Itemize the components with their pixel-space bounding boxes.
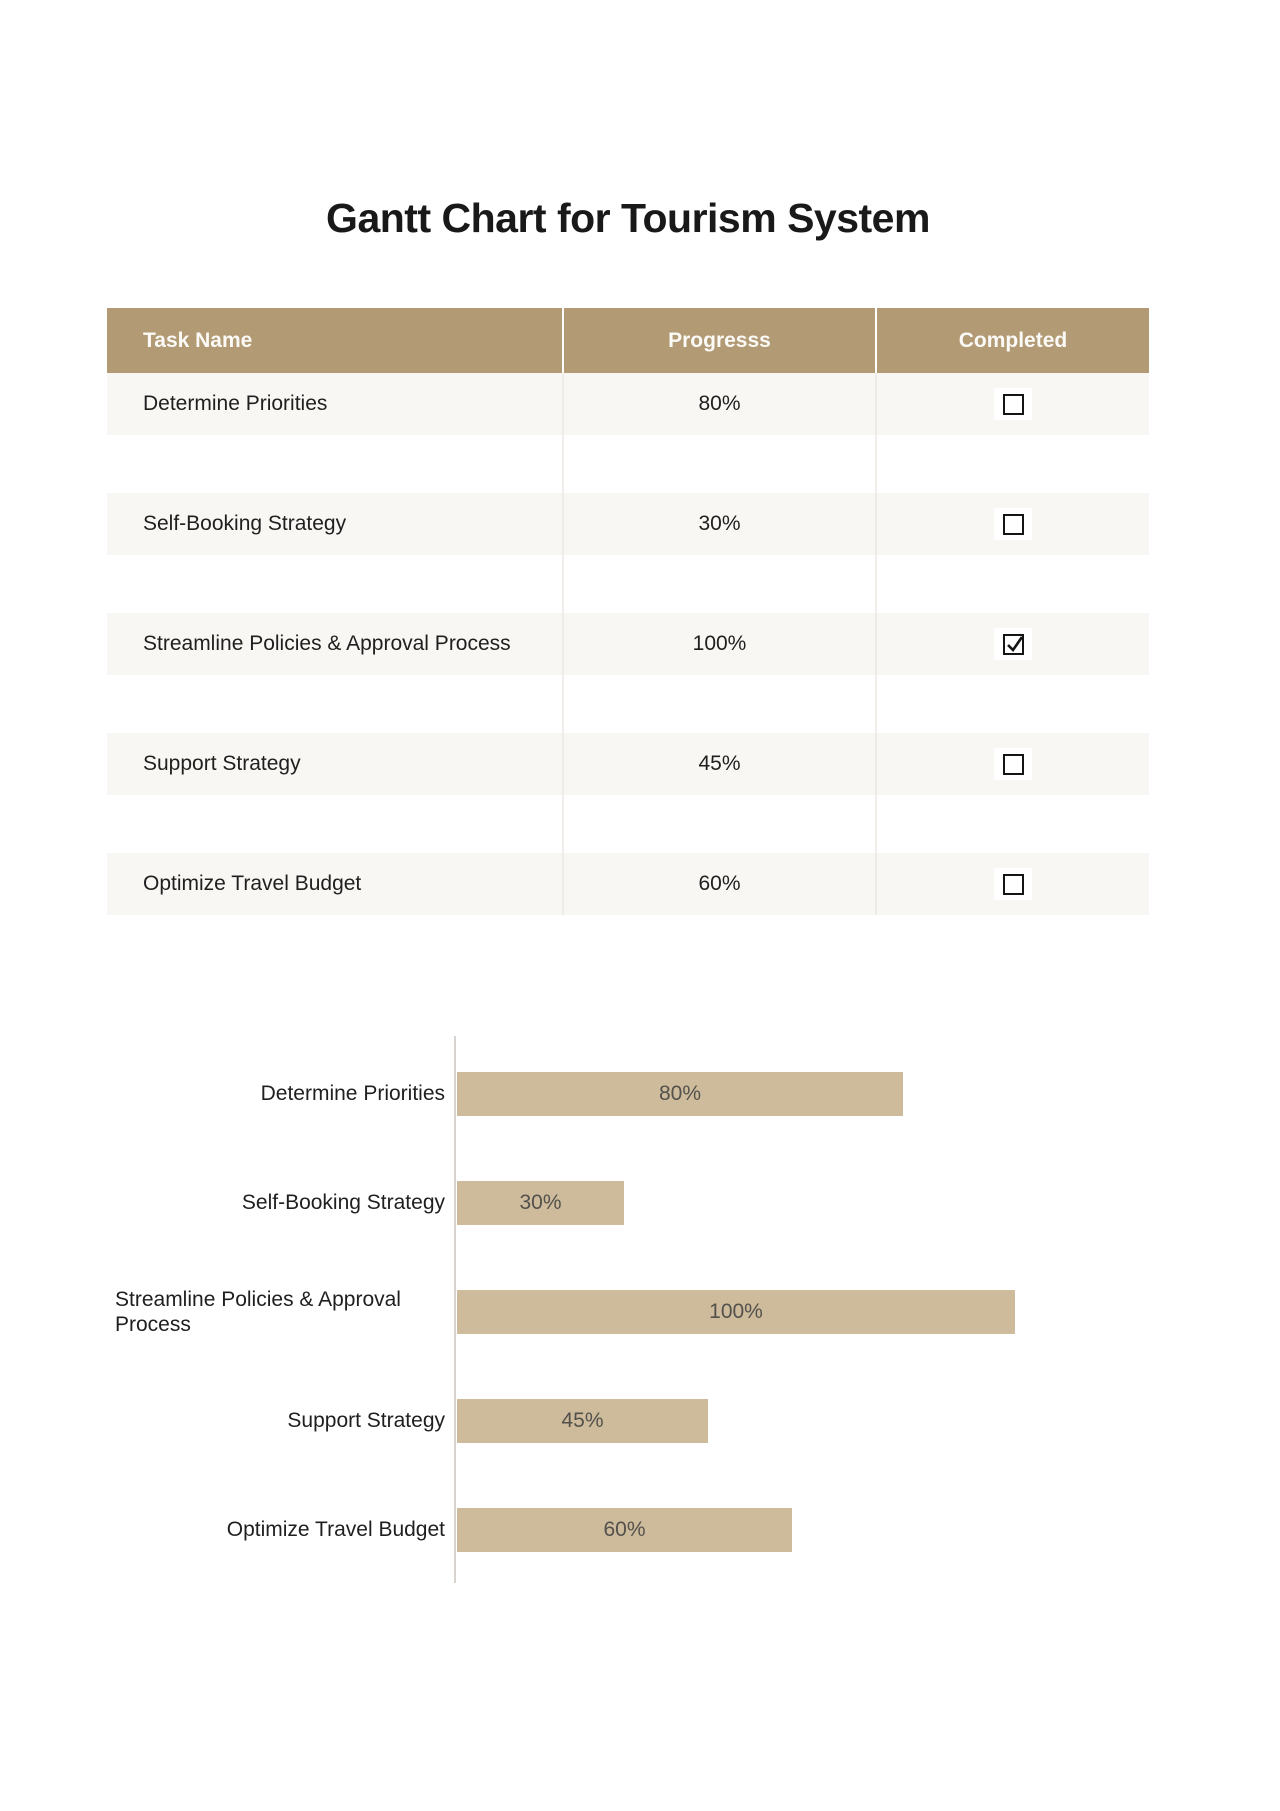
checkbox-patch <box>994 868 1032 900</box>
table-body <box>107 373 1149 915</box>
checkbox-unchecked-icon[interactable] <box>1003 754 1024 775</box>
completed-cell <box>877 613 1149 675</box>
checkbox-patch <box>994 388 1032 420</box>
progress-bar <box>457 1508 792 1552</box>
task-name-cell: Optimize Travel Budget <box>107 853 564 915</box>
chart-rows <box>107 1040 1149 1585</box>
header-completed: Completed <box>877 308 1149 373</box>
chart-category-label: Self-Booking Strategy <box>241 1191 445 1215</box>
progress-bar-chart <box>107 1036 1149 1592</box>
task-name-cell: Streamline Policies & Approval Process <box>107 613 564 675</box>
bar-value-label: 45% <box>561 1409 604 1432</box>
chart-row <box>107 1040 1149 1149</box>
checkbox-unchecked-icon[interactable] <box>1003 514 1024 535</box>
checkbox-checked-icon[interactable] <box>1003 634 1024 655</box>
bar-value-label: 30% <box>519 1191 562 1214</box>
progress-cell: 30% <box>564 493 877 555</box>
bar-value-label: 80% <box>658 1082 702 1105</box>
chart-category-label: Support Strategy <box>287 1409 445 1433</box>
task-table <box>107 308 1149 915</box>
chart-row <box>107 1258 1149 1367</box>
progress-cell: 45% <box>564 733 877 795</box>
task-name-cell: Determine Priorities <box>107 373 564 435</box>
checkbox-patch <box>994 748 1032 780</box>
bar-value-label: 100% <box>709 1300 763 1323</box>
completed-cell <box>877 373 1149 435</box>
table-header-row <box>107 308 1149 373</box>
progress-cell: 100% <box>564 613 877 675</box>
progress-bar <box>457 1072 903 1116</box>
progress-cell: 60% <box>564 853 877 915</box>
chart-category-label: Streamline Policies & Approval Process <box>115 1287 401 1336</box>
bar-value-label: 60% <box>603 1518 646 1541</box>
progress-bar <box>457 1290 1015 1334</box>
page-title: Gantt Chart for Tourism System <box>326 195 930 242</box>
progress-cell: 80% <box>564 373 877 435</box>
completed-cell <box>877 733 1149 795</box>
table-row <box>107 493 1149 555</box>
completed-cell <box>877 853 1149 915</box>
chart-row <box>107 1367 1149 1476</box>
completed-cell <box>877 493 1149 555</box>
checkmark-icon <box>1004 633 1026 657</box>
checkbox-patch <box>994 508 1032 540</box>
header-task-name: Task Name <box>107 308 564 373</box>
table-row <box>107 853 1149 915</box>
checkbox-patch <box>994 628 1032 660</box>
header-progress: Progresss <box>564 308 877 373</box>
chart-row <box>107 1149 1149 1258</box>
progress-bar <box>457 1181 624 1225</box>
table-row <box>107 373 1149 435</box>
table-row <box>107 733 1149 795</box>
chart-category-label: Determine Priorities <box>260 1082 445 1106</box>
task-name-cell: Support Strategy <box>107 733 564 795</box>
chart-row <box>107 1476 1149 1585</box>
table-row <box>107 613 1149 675</box>
task-name-cell: Self-Booking Strategy <box>107 493 564 555</box>
chart-category-label: Optimize Travel Budget <box>226 1518 445 1542</box>
checkbox-unchecked-icon[interactable] <box>1003 394 1024 415</box>
checkbox-unchecked-icon[interactable] <box>1003 874 1024 895</box>
progress-bar <box>457 1399 708 1443</box>
